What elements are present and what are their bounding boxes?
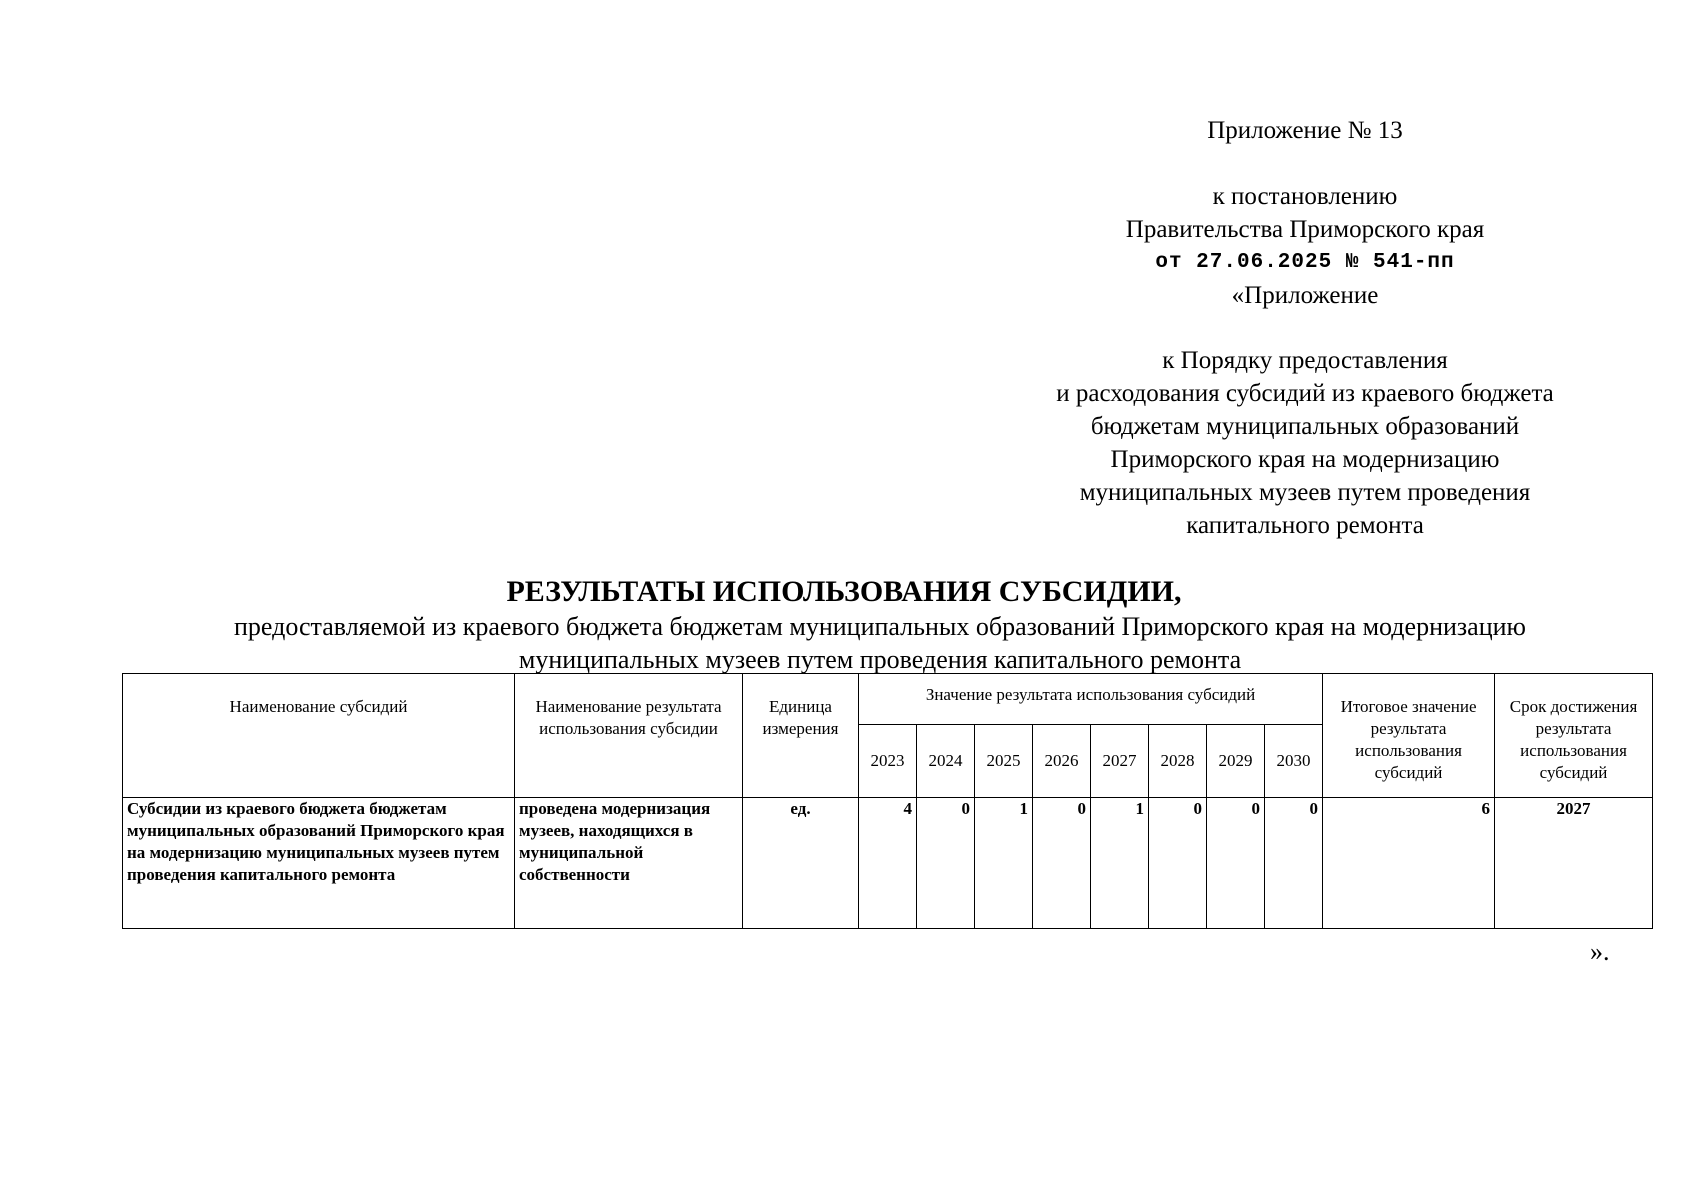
cell-year-value: 0 [1207,798,1265,929]
cell-deadline: 2027 [1495,798,1653,929]
cell-year-value: 0 [1033,798,1091,929]
header-year: 2027 [1091,725,1149,798]
appendix-order-line: капитального ремонта [1186,512,1424,539]
cell-subsidy-name: Субсидии из краевого бюджета бюджетам муниципальных образований Приморского края на модернизацию муниципальных музеев путем проведения капитального ремонта [123,798,515,929]
appendix-resolution-block [1020,180,1590,312]
header-year: 2029 [1207,725,1265,798]
header-year: 2025 [975,725,1033,798]
appendix-government: Правительства Приморского края [1125,216,1485,243]
appendix-order-block [1020,344,1590,542]
appendix-order-line: муниципальных музеев путем проведения [1079,479,1531,506]
results-table [122,673,1653,929]
cell-year-value: 0 [1149,798,1207,929]
closing-quote-mark: ». [1590,937,1610,966]
cell-year-value: 1 [1091,798,1149,929]
document-subtitle-line: муниципальных музеев путем проведения капитального ремонта [518,645,1242,674]
header-total: Итоговое значение результата использования субсидий [1323,674,1495,798]
table-row [123,798,1653,929]
appendix-order-line: Приморского края на модернизацию [1110,446,1500,473]
appendix-order-line: бюджетам муниципальных образований [1090,413,1520,440]
cell-total: 6 [1323,798,1495,929]
header-year: 2030 [1265,725,1323,798]
appendix-date-number: от 27.06.2025 № 541-пп [1155,251,1455,274]
appendix-order-line: к Порядку предоставления [1162,347,1448,374]
appendix-title: Приложение № 13 [1207,117,1403,144]
header-result-name: Наименование результата использования субсидии [515,674,743,798]
table-header-row [123,674,1653,725]
document-subtitle [160,610,1600,676]
appendix-quoted-appendix: «Приложение [1231,282,1379,309]
cell-year-value: 0 [917,798,975,929]
header-year: 2023 [859,725,917,798]
appendix-to-resolution: к постановлению [1212,183,1398,210]
appendix-order-line: и расходования субсидий из краевого бюджета [1056,380,1554,407]
header-year: 2028 [1149,725,1207,798]
cell-year-value: 1 [975,798,1033,929]
header-deadline: Срок достижения результата использования субсидий [1495,674,1653,798]
cell-year-value: 0 [1265,798,1323,929]
header-subsidy-name: Наименование субсидий [123,674,515,798]
header-value-group: Значение результата использования субсидий [859,674,1323,725]
cell-unit: ед. [743,798,859,929]
header-year: 2024 [917,725,975,798]
cell-result-name: проведена модернизация музеев, находящихся в муниципальной собственности [515,798,743,929]
document-title: РЕЗУЛЬТАТЫ ИСПОЛЬЗОВАНИЯ СУБСИДИИ, [506,575,1182,608]
header-year: 2026 [1033,725,1091,798]
cell-year-value: 4 [859,798,917,929]
header-unit: Единица измерения [743,674,859,798]
document-subtitle-line: предоставляемой из краевого бюджета бюджетам муниципальных образований Приморского края на модернизацию [234,612,1526,641]
